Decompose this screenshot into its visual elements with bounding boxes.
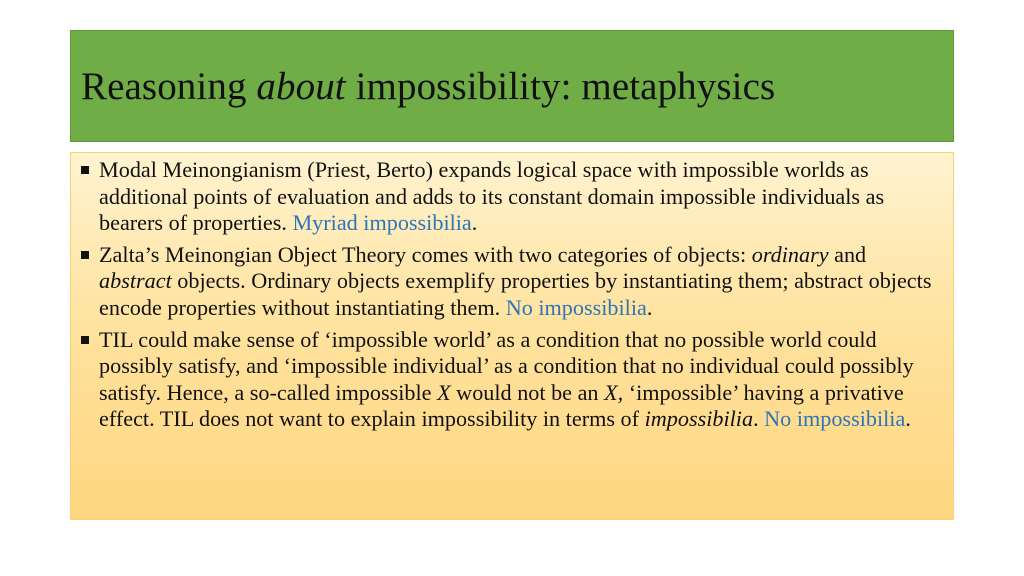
bullet-list <box>81 157 943 433</box>
bullet-3-italic-x-comma: X, <box>604 379 624 405</box>
bullet-2-end: . <box>646 294 653 320</box>
title-box <box>70 30 954 142</box>
bullet-1-highlight: Myriad impossibilia <box>292 210 472 236</box>
bullet-3-end: . <box>905 406 911 432</box>
bullet-3-text-2: would not be an <box>450 379 605 405</box>
bullet-2-italic-abstract: abstract <box>99 268 172 294</box>
bullet-2-text-1: Zalta’s Meinongian Object Theory comes with two categories of objects: <box>99 241 752 267</box>
square-bullet-icon <box>81 166 89 174</box>
square-bullet-icon <box>81 251 89 259</box>
bullet-2-text-3: objects. Ordinary objects exemplify properties by instantiating them; abstract objects encode properties without instantiating them. <box>99 268 932 320</box>
title-part-3: impossibility: metaphysics <box>345 64 776 108</box>
title-italic-about: about <box>256 64 346 108</box>
bullet-item-til <box>81 327 943 433</box>
bullet-2-text-2: and <box>828 241 867 267</box>
bullet-1-end: . <box>471 210 478 236</box>
bullet-3-italic-x: X <box>437 379 451 405</box>
slide-title <box>81 64 775 109</box>
bullet-item-zalta <box>81 242 943 322</box>
bullet-3-text-4: . <box>753 406 765 432</box>
bullet-3-italic-impossibilia: impossibilia <box>644 406 754 432</box>
bullet-1-text: Modal Meinongianism (Priest, Berto) expands logical space with impossible worlds as additional points of evaluation and adds to its constant domain impossible individuals as bearers of properties. <box>99 157 885 236</box>
title-part-1: Reasoning <box>81 64 257 108</box>
bullet-3-text-1: TIL could make sense of ‘impossible world’ as a condition that no possible world could possibly satisfy, and ‘impossible individual’ as a condition that no individual could possibly satisfy. Hence, a so-called impossible <box>99 326 914 405</box>
square-bullet-icon <box>81 336 89 344</box>
bullet-2-highlight: No impossibilia <box>505 294 647 320</box>
bullet-2-italic-ordinary: ordinary <box>751 241 829 267</box>
bullet-3-highlight: No impossibilia <box>764 406 906 432</box>
content-box <box>70 152 954 520</box>
bullet-item-modal-meinongianism <box>81 157 943 237</box>
bullet-3-text-3: ‘impossible’ having a privative effect. TIL does not want to explain impossibility in terms of <box>99 379 904 432</box>
